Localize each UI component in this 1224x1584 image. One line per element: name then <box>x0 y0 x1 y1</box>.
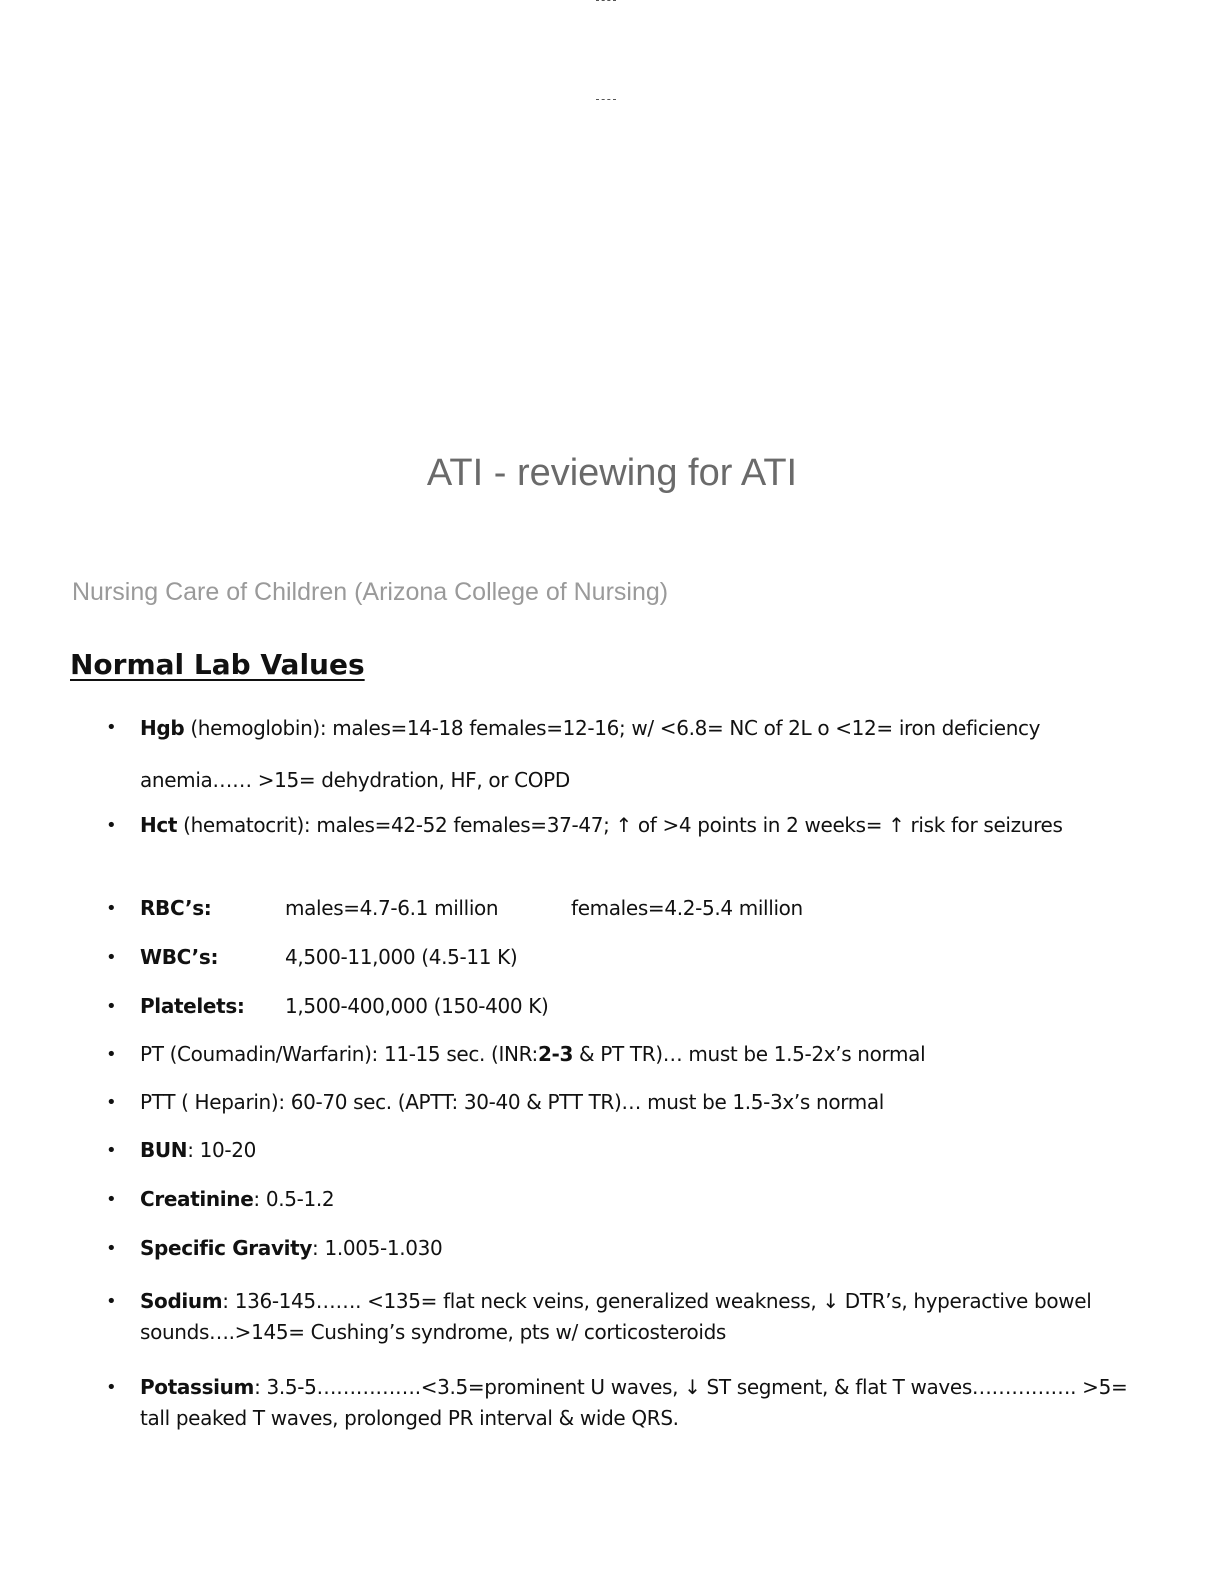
lab-item-pt <box>140 1039 1150 1070</box>
lab-text: : 1.005-1.030 <box>312 1236 443 1260</box>
lab-label: RBC’s: <box>140 896 212 920</box>
lab-label: BUN <box>140 1138 188 1162</box>
lab-value: 4,500-11,000 (4.5-11 K) <box>285 945 518 969</box>
lab-text: : 136-145……. <135= flat neck veins, generalized weakness, ↓ DTR’s, hyperactive bowel sounds….>145= Cushing’s syndrome, pts w/ corticosteroids <box>140 1289 1092 1344</box>
lab-text: & PT TR)… must be 1.5-2x’s normal <box>573 1042 926 1066</box>
lab-value: 1,500-400,000 (150-400 K) <box>285 994 549 1018</box>
lab-item-hct <box>140 810 1150 841</box>
lab-text: (hematocrit): males=42-52 females=37-47; ↑ of >4 points in 2 weeks= ↑ risk for seizures <box>177 813 1063 837</box>
lab-item-specific-gravity <box>140 1233 1150 1264</box>
lab-item-bun <box>140 1135 1150 1166</box>
lab-label: WBC’s: <box>140 945 219 969</box>
lab-value-females: females=4.2-5.4 million <box>571 896 803 920</box>
lab-label: Potassium <box>140 1375 255 1399</box>
lab-text: : 0.5-1.2 <box>253 1187 335 1211</box>
lab-text: PT (Coumadin/Warfarin): 11-15 sec. (INR: <box>140 1042 538 1066</box>
lab-item-creatinine <box>140 1184 1150 1215</box>
document-title: ATI - reviewing for ATI <box>426 452 798 494</box>
lab-text: PTT ( Heparin): 60-70 sec. (APTT: 30-40 & PTT TR)… must be 1.5-3x’s normal <box>140 1090 884 1114</box>
course-subtitle: Nursing Care of Children (Arizona College of Nursing) <box>72 578 669 606</box>
header-mark <box>596 99 616 101</box>
section-heading: Normal Lab Values <box>70 648 365 681</box>
lab-value-males: males=4.7-6.1 million <box>285 896 499 920</box>
header-mark <box>596 0 616 2</box>
lab-label: Hct <box>140 813 178 837</box>
lab-item-platelets <box>140 991 1150 1022</box>
lab-label: Hgb <box>140 716 185 740</box>
lab-text: : 10-20 <box>187 1138 256 1162</box>
lab-label: Platelets: <box>140 994 245 1018</box>
lab-item-rbc <box>140 893 1150 924</box>
lab-item-wbc <box>140 942 1150 973</box>
lab-text: (hemoglobin): males=14-18 females=12-16; w/ <6.8= NC of 2L o <12= iron deficiency anemia…… >15= dehydration, HF, or COPD <box>140 716 1041 792</box>
lab-item-hgb <box>140 702 1150 806</box>
lab-label: Creatinine <box>140 1187 254 1211</box>
lab-label: Specific Gravity <box>140 1236 313 1260</box>
lab-label: Sodium <box>140 1289 223 1313</box>
lab-item-potassium <box>140 1372 1150 1434</box>
inr-range: 2-3 <box>537 1042 574 1066</box>
lab-text: : 3.5-5…………….<3.5=prominent U waves, ↓ ST segment, & flat T waves……………. >5= tall peaked T waves, prolonged PR interval & wide QRS. <box>140 1375 1128 1430</box>
lab-item-ptt <box>140 1087 1150 1118</box>
lab-item-sodium <box>140 1286 1150 1348</box>
